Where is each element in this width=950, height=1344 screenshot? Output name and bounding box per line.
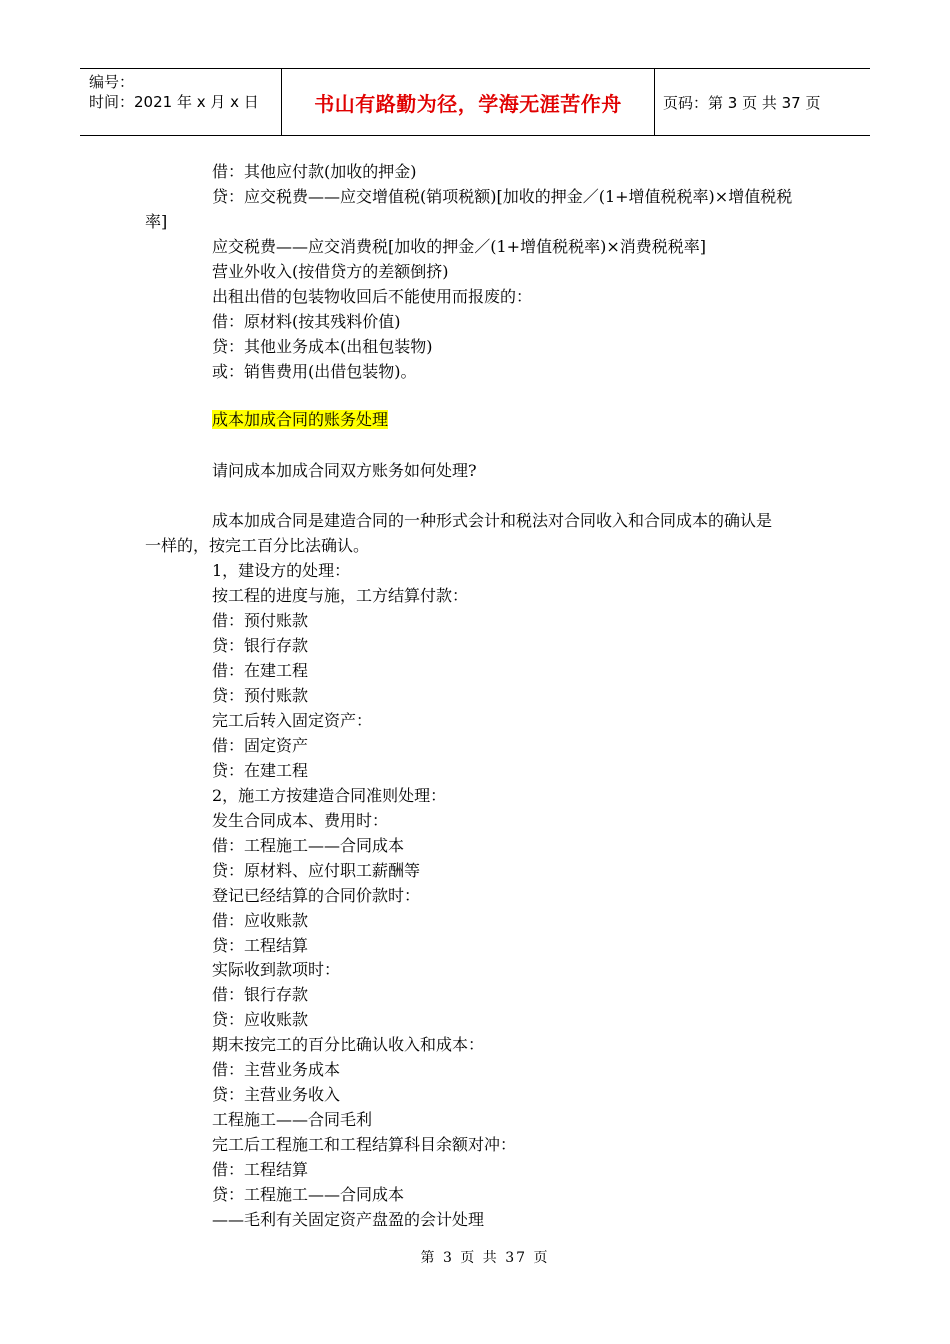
- page-footer: 第 3 页 共 37 页: [420, 1250, 550, 1266]
- text-line: 完工后转入固定资产：: [212, 711, 373, 730]
- text-line: 一样的，按完工百分比法确认。: [145, 536, 370, 555]
- text-line: 工程施工——合同毛利: [212, 1110, 373, 1129]
- document-date: 时间：2021 年 x 月 x 日: [89, 93, 259, 111]
- text-line: 完工后工程施工和工程结算科目余额对冲：: [212, 1135, 517, 1154]
- document-number-label: 编号：: [89, 73, 135, 91]
- text-line: 贷：银行存款: [212, 636, 309, 655]
- header-motto: 书山有路勤为径，学海无涯苦作舟: [282, 69, 655, 135]
- text-line: 贷：原材料、应付职工薪酬等: [212, 861, 421, 880]
- text-line: 贷：应交税费——应交增值税(销项税额)[加收的押金／(1+增值税税率)×增值税税: [212, 187, 793, 206]
- section-heading: [212, 410, 388, 430]
- text-line: 借：工程结算: [212, 1160, 309, 1179]
- text-line: 1，建设方的处理：: [212, 561, 351, 580]
- text-line: 借：在建工程: [212, 661, 309, 680]
- text-line: 贷：应收账款: [212, 1010, 309, 1029]
- page-header: [80, 68, 870, 136]
- header-page-info: 页码：第 3 页 共 37 页: [663, 93, 821, 112]
- text-line: 借：原材料(按其残料价值): [212, 312, 401, 331]
- text-line: 借：固定资产: [212, 736, 309, 755]
- text-line: 期末按完工的百分比确认收入和成本：: [212, 1035, 485, 1054]
- text-line: 贷：工程施工——合同成本: [212, 1185, 405, 1204]
- text-line: 登记已经结算的合同价款时：: [212, 886, 421, 905]
- text-line: ——毛利有关固定资产盘盈的会计处理: [212, 1210, 485, 1229]
- text-line: 贷：工程结算: [212, 936, 309, 955]
- text-line: 率]: [145, 212, 168, 231]
- text-line: 应交税费——应交消费税[加收的押金／(1+增值税税率)×消费税税率]: [212, 237, 706, 256]
- text-line: 借：主营业务成本: [212, 1060, 341, 1079]
- text-line: 出租出借的包装物收回后不能使用而报废的：: [212, 287, 533, 306]
- text-line: 贷：其他业务成本(出租包装物): [212, 337, 433, 356]
- text-line: 借：工程施工——合同成本: [212, 836, 405, 855]
- text-line: 2，施工方按建造合同准则处理：: [212, 786, 447, 805]
- header-meta: [80, 69, 282, 135]
- text-line: 贷：主营业务收入: [212, 1085, 341, 1104]
- highlighted-heading: 成本加成合同的账务处理: [212, 410, 389, 429]
- text-line: 实际收到款项时：: [212, 960, 341, 979]
- text-line: 发生合同成本、费用时：: [212, 811, 389, 830]
- text-line: 请问成本加成合同双方账务如何处理?: [212, 461, 477, 480]
- text-line: 按工程的进度与施，工方结算付款：: [212, 586, 469, 605]
- text-line: 成本加成合同是建造合同的一种形式会计和税法对合同收入和合同成本的确认是: [212, 511, 773, 530]
- text-line: 借：应收账款: [212, 911, 309, 930]
- text-line: 贷：在建工程: [212, 761, 309, 780]
- text-line: 或：销售费用(出借包装物)。: [212, 362, 417, 381]
- text-line: 借：预付账款: [212, 611, 309, 630]
- text-line: 营业外收入(按借贷方的差额倒挤): [212, 262, 449, 281]
- text-line: 借：其他应付款(加收的押金): [212, 162, 417, 181]
- text-line: 借：银行存款: [212, 985, 309, 1004]
- text-line: 贷：预付账款: [212, 686, 309, 705]
